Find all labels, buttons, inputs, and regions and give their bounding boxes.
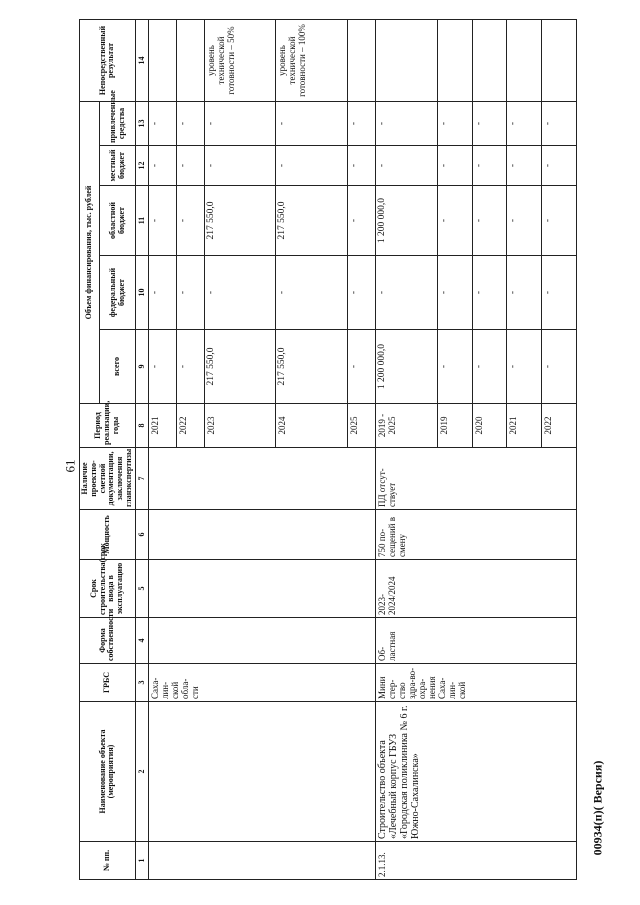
object-name [148,702,375,842]
funding-regional: 217 550,0 [276,186,347,256]
construction-term [148,560,375,618]
ownership-form: Об-ластная [376,618,577,664]
funding-total: - [472,330,507,404]
funding-local: - [176,146,204,186]
direct-result [507,20,542,102]
capacity [148,510,375,560]
period-year: 2020 [472,404,507,448]
funding-regional: - [542,186,577,256]
funding-regional: - [472,186,507,256]
funding-federal: - [148,256,176,330]
funding-federal: - [376,256,438,330]
funding-other: - [176,102,204,146]
funding-local: - [276,146,347,186]
funding-other: - [148,102,176,146]
column-number: 9 [135,330,148,404]
header-local: местный бюджет [100,146,135,186]
direct-result [347,20,375,102]
header-term: Срок строительства(срок ввода в эксплуатацию [80,560,136,618]
header-grbs: ГРБС [80,664,136,702]
funding-total: - [542,330,577,404]
column-number: 1 [135,842,148,880]
column-number: 3 [135,664,148,702]
funding-local: - [507,146,542,186]
funding-other: - [276,102,347,146]
funding-total: 217 550,0 [276,330,347,404]
financing-table [79,19,577,880]
funding-total: - [437,330,472,404]
construction-term: 2023-2024/2024 [376,560,577,618]
funding-regional: 217 550,0 [205,186,276,256]
funding-local: - [542,146,577,186]
column-number: 7 [135,448,148,510]
period-year: 2021 [148,404,176,448]
funding-local: - [205,146,276,186]
period-year: 2021 [507,404,542,448]
funding-local: - [376,146,438,186]
funding-other: - [437,102,472,146]
funding-federal: - [205,256,276,330]
funding-total: 217 550,0 [205,330,276,404]
header-capacity: Мощность [80,510,136,560]
period-year: 2022 [176,404,204,448]
header-result: Непосредственный результат [80,20,136,102]
funding-other: - [205,102,276,146]
column-number: 14 [135,20,148,102]
header-no: № пп. [80,842,136,880]
funding-total: 1 200 000,0 [376,330,438,404]
row-number: 2.1.13. [376,842,577,880]
column-number: 13 [135,102,148,146]
header-federal: федеральный бюджет [100,256,135,330]
funding-total: - [176,330,204,404]
funding-federal: - [276,256,347,330]
direct-result: уровень технической готовности – 50% [205,20,276,102]
column-number: 4 [135,618,148,664]
object-name: Строительство объекта «Лечебный корпус ГБУЗ «Городская поликлиника № 6 г. Южно-Сахалинска» [376,702,577,842]
funding-total: - [148,330,176,404]
period-year: 2022 [542,404,577,448]
funding-local: - [347,146,375,186]
funding-other: - [542,102,577,146]
period-year: 2019 - 2025 [376,404,438,448]
capacity: 750 по-сещений в смену [376,510,577,560]
column-number: 5 [135,560,148,618]
period-year: 2019 [437,404,472,448]
funding-regional: - [176,186,204,256]
column-number: 2 [135,702,148,842]
direct-result [376,20,438,102]
funding-federal: - [437,256,472,330]
header-funding: Объем финансирования, тыс. рублей [80,102,100,404]
funding-regional: - [347,186,375,256]
funding-local: - [437,146,472,186]
period-year: 2025 [347,404,375,448]
funding-regional: - [507,186,542,256]
header-regional: областной бюджет [100,186,135,256]
design-docs: ПД отсут-ствует [376,448,577,510]
period-year: 2023 [205,404,276,448]
direct-result: уровень технической готовности – 100% [276,20,347,102]
ownership-form [148,618,375,664]
funding-federal: - [176,256,204,330]
funding-local: - [472,146,507,186]
funding-other: - [376,102,438,146]
direct-result [176,20,204,102]
column-number: 8 [135,404,148,448]
design-docs [148,448,375,510]
direct-result [472,20,507,102]
column-number: 6 [135,510,148,560]
funding-local: - [148,146,176,186]
funding-regional: - [148,186,176,256]
funding-other: - [472,102,507,146]
header-other: привлеченные средства [100,102,135,146]
grbs-cell: Мини стер-ство здра-во-охра-нения Саха-лин-ской [376,664,577,702]
funding-federal: - [472,256,507,330]
column-number: 10 [135,256,148,330]
funding-federal: - [347,256,375,330]
header-name: Наименование объекта (мероприятия) [80,702,136,842]
direct-result [542,20,577,102]
document-footer: 00934(п)( Версия) [590,760,605,856]
column-number-row [135,20,148,880]
funding-regional: 1 200 000,0 [376,186,438,256]
direct-result [437,20,472,102]
period-year: 2024 [276,404,347,448]
funding-total: - [347,330,375,404]
table-row [376,20,438,880]
funding-other: - [347,102,375,146]
header-period: Период реализации, годы [80,404,136,448]
header-design: Наличие проектно-сметной документации, заключения гланэкспертизы [80,448,136,510]
table-row [148,20,176,880]
header-form: Форма собственности [80,618,136,664]
page-number: 61 [62,459,78,473]
direct-result [148,20,176,102]
header-total: всего [100,330,135,404]
column-number: 11 [135,186,148,256]
header-row [80,20,100,880]
grbs-cell: Саха-лин-ской обла-сти [148,664,375,702]
column-number: 12 [135,146,148,186]
funding-regional: - [437,186,472,256]
row-number [148,842,375,880]
rotated-table-container [79,24,554,880]
funding-federal: - [542,256,577,330]
funding-federal: - [507,256,542,330]
funding-other: - [507,102,542,146]
funding-total: - [507,330,542,404]
